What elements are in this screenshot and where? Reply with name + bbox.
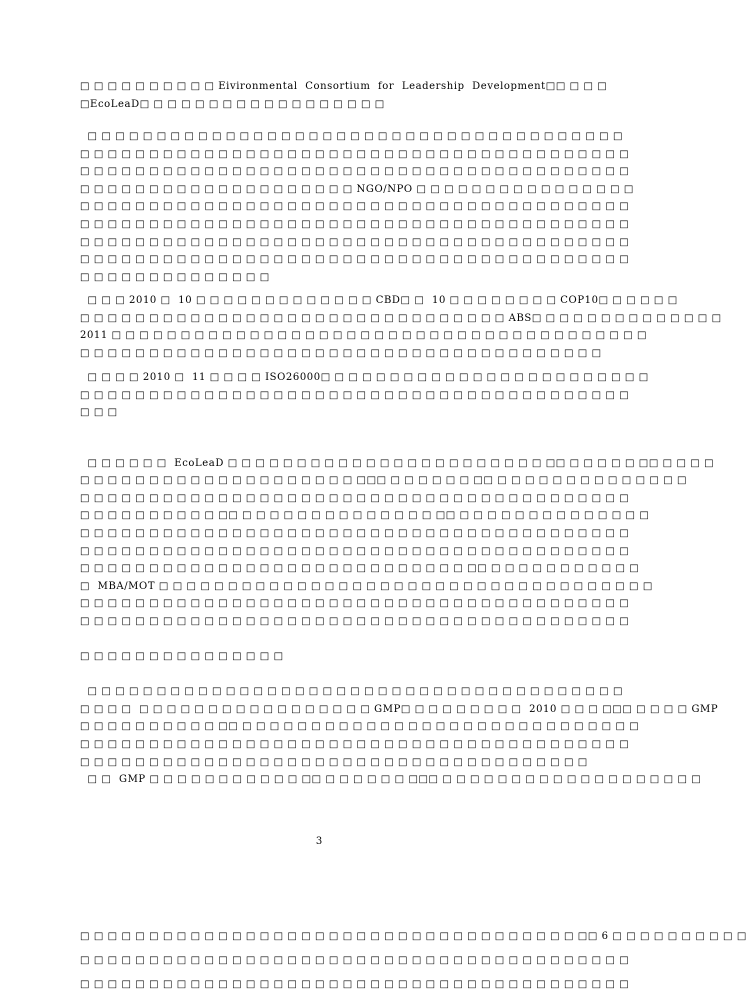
text-line: □ □ □ □ □ □ EcoLeaD □ □ □ □ □ □ □ □ □ □ □ □ □ □ □ □ □ □ □ □ □ □ □ □□ □ □ □ □ □ □□ □ □ □ □ [80, 457, 715, 469]
text-line: □ □ □ □ □ □ □ □ □ □ □ □ □ □ □ □ □ □ □ □ □ □ □ □ □ □ □ □ □□ □ □ □ □ □ □ □ □ □ □ □ [80, 563, 640, 575]
text-line: □ □ □ □ □ □ □ □ □ □ □ □ □ □ □ □ □ □ □ □ □ □ □ □ □ □ □ □ □ □ □ □ □ □ □ □ □ □ □ □ [80, 979, 630, 990]
text-line [80, 437, 560, 455]
text-line: □ □ GMP □ □ □ □ □ □ □ □ □ □ □ □□ □ □ □ □ □ □ □□□ □ □ □ □ □ □ □ □ □ □ □ □ □ □ □ □ □ □ □ [80, 774, 702, 786]
text-line: □ □ □ □ □ □ □ □ □ □ □ □ □ □ □ □ □ □ □ □ □ □ □ □ □ □ □ □ □ □ □ □ □ □ □ □ □ □ □ □ [80, 236, 630, 248]
text-line: □ MBA/MOT □ □ □ □ □ □ □ □ □ □ □ □ □ □ □ □ □ □ □ □ □ □ □ □ □ □ □ □ □ □ □ □ □ □ □ □ [80, 580, 653, 592]
text-line: □ □ □ □ □ □ □ □ □ □ □ □ □ □ □ □ □ □ □ □ □ □ □ □ □ □ □ □ □ □ □ ABS□ □ □ □ □ □ □ □ □ □ □ □ □ □ [80, 312, 722, 324]
text-line: □ □ □ □ □ □ □ □ □ □ □ □ □ □ □ □ □ □ □ □ □ □ □ □ □ □ □ □ □ □ □ □ □ □ □ □ □ □ □ □ [80, 492, 630, 504]
text-line: □ □ □ □ □ □ □ □ □ □ □ □ □ □ □ □ □ □ □ □ □ □ □ □ □ □ □ □ □ □ □ □ □ □ □ □ □ □ □ □ [80, 545, 630, 557]
text-line: □ □ □ □ □ □ □ □ □ □ □ □ □ □ □ □ □ □ □ □ □ □ □ □ □ □ □ □ □ □ □ □ □ □ □ □ □ □ □ □ [80, 166, 630, 178]
text-line: □ □ □ □ □ □ □ □ □ □ □□ □ □ □ □ □ □ □ □ □ □ □ □ □ □ □ □ □ □ □ □ □ □ □ □ □ □ □ □ □ [80, 721, 640, 733]
text-line: □ □ □ □ □ □ □ □ □ □ □ □ □ □ □ □ □ □ □ □ □ □ □ □ □ □ □ □ □ □ □ □ □ □ □ □ □ □ □ □ [80, 201, 630, 213]
text-line: □ □ □ 2010 □ 10 □ □ □ □ □ □ □ □ □ □ □ □ □ CBD□ □ 10 □ □ □ □ □ □ □ □ COP10□ □ □ □ □ □ [80, 295, 678, 306]
text-line [80, 666, 560, 684]
text-line: □ □ □ □ □ □ □ □ □ □ Eivironmental Consortium for Leadership Development□□ □ □ □ [80, 81, 608, 92]
text-line: □ □ □ □ □ □ □ □ □ □ □ □ □ □ □ □ □ □ □ □ □ □ □ □ □ □ □ □ □ □ □ □ □ □ □ □ □ □ □ [80, 686, 624, 698]
text-line: □ □ □ □ □ □ □ □ □ □ □ □ □ □ □ □ □ □ □ □ □□□ □ □ □ □ □ □ □□ □ □ □ □ □ □ □ □ □ □ □ □ □ □ [80, 475, 688, 487]
text-line: □ □ □ □ □ □ □ □ □ □ □ □ □ □ □ □ □ □ □ □ □ □ □ □ □ □ □ □ □ □ □ □ □ □ □ □ □ □ [80, 347, 602, 359]
text-line: □ □ □ □ □ □ □ □ □ □ □ □ □ □ □ □ □ □ □ □ □ □ □ □ □ □ □ □ □ □ □ □ □ □ □ □ □ □ □ □ [80, 148, 630, 160]
page-number: 3 [315, 836, 323, 847]
text-line: □EcoLeaD□ □ □ □ □ □ □ □ □ □ □ □ □ □ □ □ □ □ [80, 98, 385, 110]
text-line: □ □ □ □ □ □ □ □ □ □ □ □ □ □ □ □ □ □ □ □ □ □ □ □ □ □ □ □ □ □ □ □ □ □ □ □ □ □ □ □ [80, 598, 630, 610]
text-line: □ □ □ □ □ □ □ □ □ □ □ □ □ □ □ □ □ □ □ □ □ □ □ □ □ □ □ □ □ □ □ □ □ □ □ □ □ □ □ □ [80, 389, 630, 401]
text-line: □ □ □ □ □ □ □ □ □ □ □ □ □ □ □ □ □ □ □ □ NGO/NPO □ □ □ □ □ □ □ □ □ □ □ □ □ □ □ □ [80, 183, 634, 195]
text-line: 2011 □ □ □ □ □ □ □ □ □ □ □ □ □ □ □ □ □ □ □ □ □ □ □ □ □ □ □ □ □ □ □ □ □ □ □ □ □ □ □ [80, 330, 648, 342]
text-line: □ □ □ □ □ □ □ □ □ □ □ □ □ □ □ □ □ □ □ □ □ □ □ □ □ □ □ □ □ □ □ □ □ □ □ □ □ [80, 756, 588, 768]
text-line: □ □ □ □ □ □ □ □ □ □ □ □ □ □ □ □ □ □ □ □ □ □ □ □ □ □ □ □ □ □ □ □ □ □ □ □ □□ 6 □ □ □ □ □ □ □ □ □ □ [80, 931, 747, 942]
text-line: □ □ □ □ □ □ □ □ □ □ □ □ □ □ □ □ □ □ □ □ □ □ □ □ □ □ □ □ □ □ □ □ □ □ □ □ □ □ □ [80, 131, 624, 142]
text-line: □ □ □ □ □ □ □ □ □ □ □ □ □ □ □ □ □ □ □ □ □ GMP□ □ □ □ □ □ □ □ □ 2010 □ □ □ □□□ □ □ □ □ GMP [80, 703, 719, 715]
text-line: □ □ □ □ □ □ □ □ □ □ □ □ □ □ □ □ □ □ □ □ □ □ □ □ □ □ □ □ □ □ □ □ □ □ □ □ □ □ □ □ [80, 254, 630, 266]
text-line: □ □ □ □ □ □ □ □ □ □ □ □ □ □ □ □ □ □ □ □ □ □ □ □ □ □ □ □ □ □ □ □ □ □ □ □ □ □ □ □ [80, 955, 630, 966]
text-line: □ □ □ □ □ □ □ □ □ □ □ □ □ □ [80, 271, 270, 283]
text-line: □ □ □ □ □ □ □ □ □ □ □ □ □ □ □ □ □ □ □ □ □ □ □ □ □ □ □ □ □ □ □ □ □ □ □ □ □ □ □ □ [80, 739, 630, 750]
text-line: □ □ □ □ □ □ □ □ □ □ □□ □ □ □ □ □ □ □ □ □ □ □ □ □ □ □□ □ □ □ □ □ □ □ □ □ □ □ □ □ □ [80, 510, 650, 522]
text-line: □ □ □ □ □ □ □ □ □ □ □ □ □ □ □ □ □ □ □ □ □ □ □ □ □ □ □ □ □ □ □ □ □ □ □ □ □ □ □ □ [80, 616, 630, 627]
text-line: □ □ □ □ □ □ □ □ □ □ □ □ □ □ □ □ □ □ □ □ □ □ □ □ □ □ □ □ □ □ □ □ □ □ □ □ □ □ □ □ [80, 528, 630, 539]
text-line: □ □ □ □ □ □ □ □ □ □ □ □ □ □ □ □ □ □ □ □ □ □ □ □ □ □ □ □ □ □ □ □ □ □ □ □ □ □ □ □ [80, 219, 630, 230]
text-line: □ □ □ [80, 407, 118, 419]
text-line: □ □ □ □ 2010 □ 11 □ □ □ □ ISO26000□ □ □ □ □ □ □ □ □ □ □ □ □ □ □ □ □ □ □ □ □ □ □ □ [80, 372, 649, 383]
text-line: □ □ □ □ □ □ □ □ □ □ □ □ □ □ □ [80, 651, 284, 662]
